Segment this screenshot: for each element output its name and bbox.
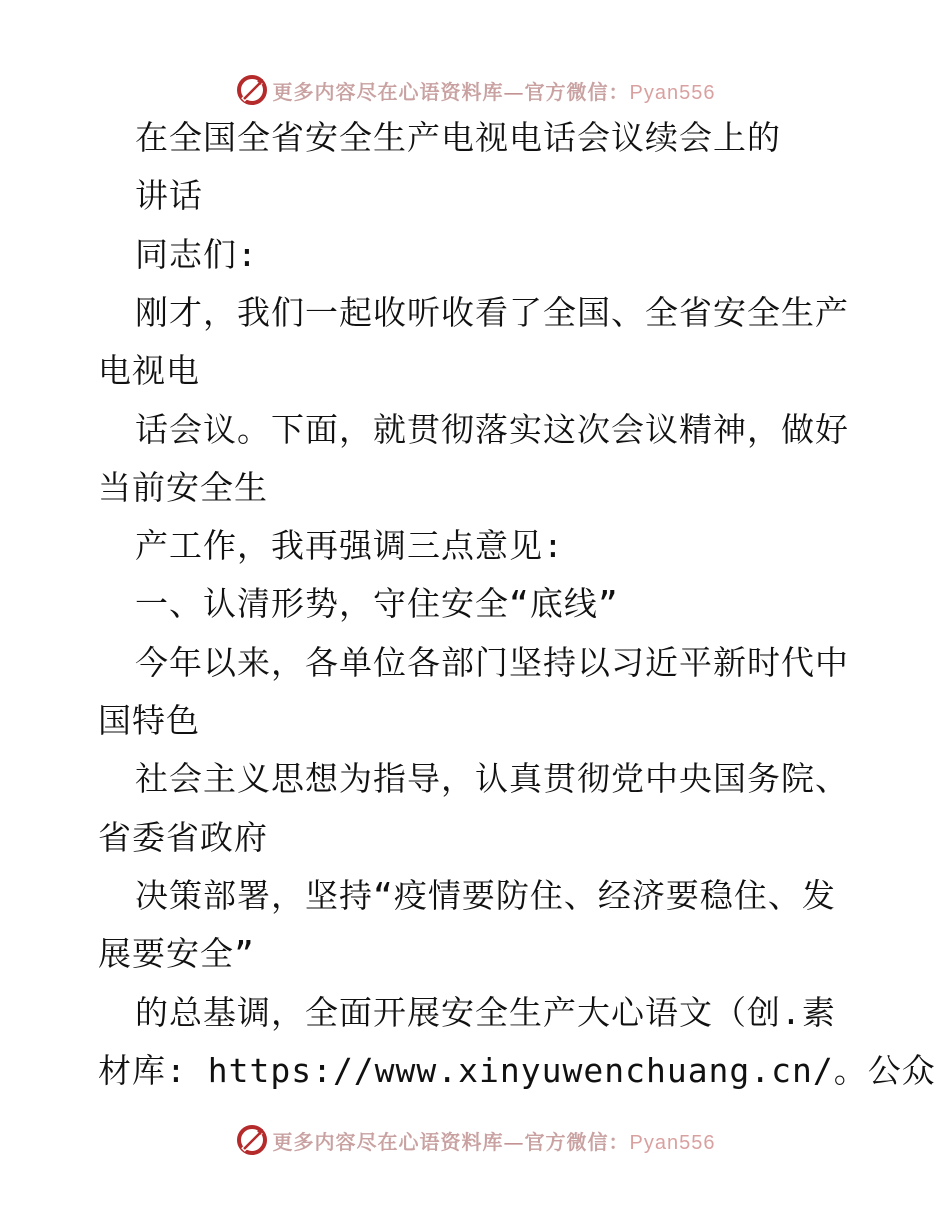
watermark-wechat-id: Pyan556: [629, 1131, 716, 1154]
footer-watermark: [0, 1120, 950, 1160]
text-line: 展要安全”: [98, 934, 255, 973]
watermark-text: 更多内容尽在心语资料库: [272, 79, 504, 104]
watermark-wechat-label: 官方微信：: [524, 79, 630, 104]
brand-logo-icon: [235, 73, 269, 107]
text-line: 产工作，我再强调三点意见:: [135, 526, 564, 565]
watermark-text: 更多内容尽在心语资料库: [272, 1129, 504, 1154]
brand-logo-icon: [235, 1123, 269, 1157]
text-line: 话会议。下面，就贯彻落实这次会议精神，做好: [135, 410, 849, 449]
watermark-wechat-label: 官方微信：: [524, 1129, 630, 1154]
text-line: 的总基调，全面开展安全生产大心语文（创.素: [135, 993, 836, 1032]
watermark-separator: —: [503, 79, 525, 104]
text-line: 社会主义思想为指导，认真贯彻党中央国务院、: [135, 759, 849, 798]
text-line: 材库: https://www.xinyuwenchuang.cn/。公众: [98, 1051, 936, 1090]
text-line: 国特色: [98, 701, 200, 740]
header-watermark: [0, 70, 950, 110]
text-line: 在全国全省安全生产电视电话会议续会上的: [135, 118, 781, 157]
watermark-separator: —: [503, 1129, 525, 1154]
text-line: 刚才，我们一起收听收看了全国、全省安全生产: [135, 293, 849, 332]
text-line: 今年以来，各单位各部门坚持以习近平新时代中: [135, 643, 849, 682]
watermark-wechat-id: Pyan556: [629, 81, 716, 104]
text-line: 电视电: [98, 351, 200, 390]
text-line: 一、认清形势，守住安全“底线”: [135, 584, 619, 623]
text-line: 决策部署，坚持“疫情要防住、经济要稳住、发: [135, 876, 836, 915]
text-line: 省委省政府: [98, 818, 268, 857]
text-line: 同志们:: [135, 235, 258, 274]
text-line: 当前安全生: [98, 468, 268, 507]
text-line: 讲话: [135, 176, 203, 215]
